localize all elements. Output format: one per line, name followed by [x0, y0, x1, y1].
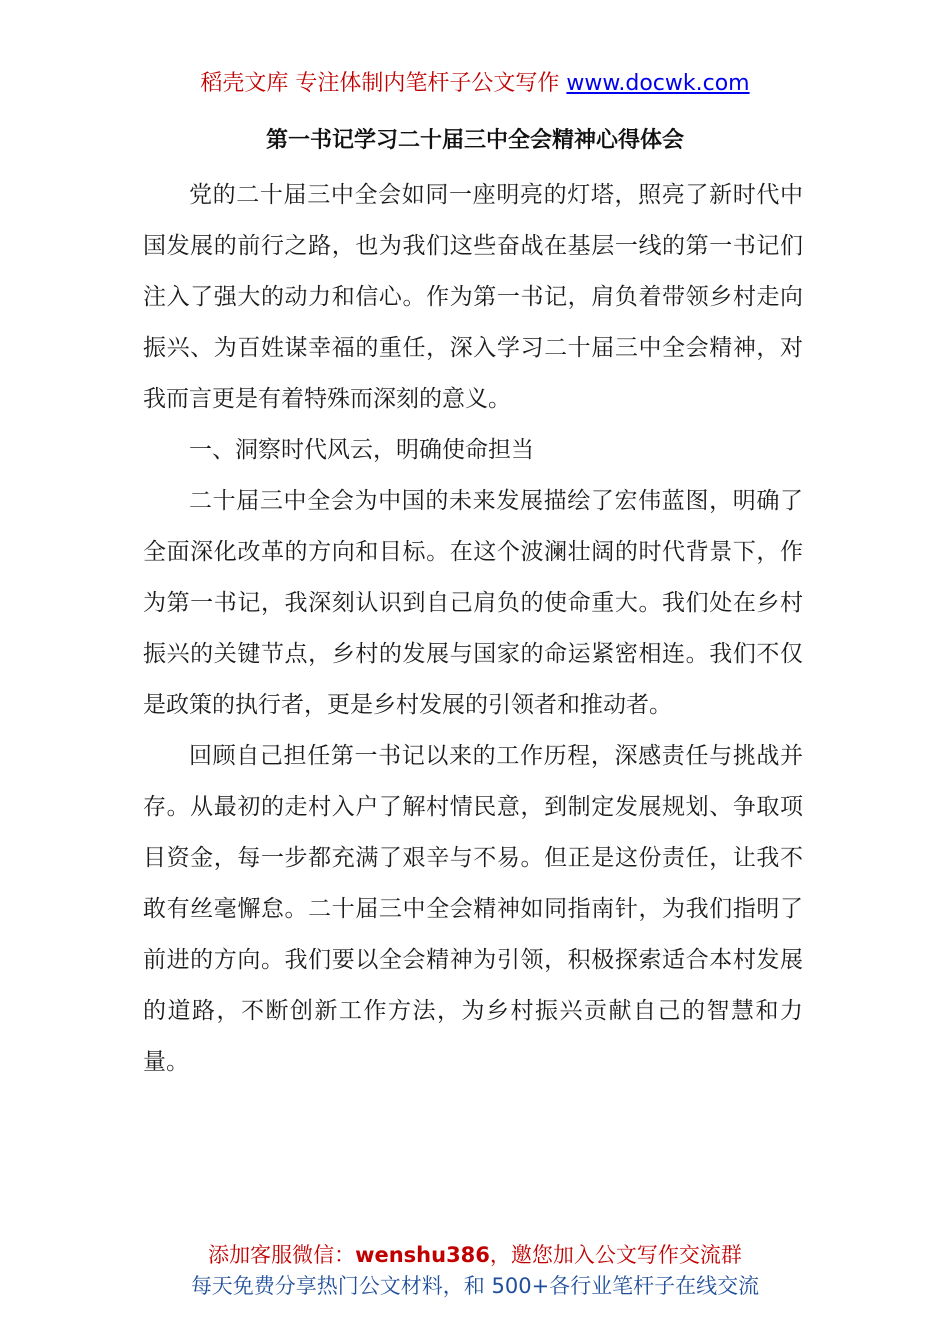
paragraph-section-1: 二十届三中全会为中国的未来发展描绘了宏伟蓝图，明确了全面深化改革的方向和目标。在这个波澜壮阔的时代背景下，作为第一书记，我深刻认识到自己肩负的使命重大。我们处在乡村振兴的关键节点，乡村的发展与国家的命运紧密相连。我们不仅是政策的执行者，更是乡村发展的引领者和推动者。	[143, 488, 803, 718]
document-title: 第一书记学习二十届三中全会精神心得体会	[265, 128, 684, 153]
paragraph-review: 回顾自己担任第一书记以来的工作历程，深感责任与挑战并存。从最初的走村入户了解村情民意，到制定发展规划、争取项目资金，每一步都充满了艰辛与不易。但正是这份责任，让我不敢有丝毫懈怠。二十届三中全会精神如同指南针，为我们指明了前进的方向。我们要以全会精神为引领，积极探索适合本村发展的道路，不断创新工作方法，为乡村振兴贡献自己的智慧和力量。	[143, 743, 803, 1075]
document-body	[143, 170, 803, 1088]
promo-line-wechat	[0, 1240, 950, 1271]
promo-line-share: 每天免费分享热门公文材料，和 500+各行业笔杆子在线交流	[190, 1274, 760, 1298]
wechat-id: wenshu386	[355, 1243, 490, 1267]
promo-footer	[0, 1240, 950, 1302]
section-heading-1: 一、洞察时代风云，明确使命担当	[189, 437, 534, 463]
site-slogan: 稻壳文库 专注体制内笔杆子公文写作	[200, 71, 567, 96]
site-header	[0, 68, 950, 100]
site-url-link[interactable]: www.docwk.com	[566, 71, 750, 96]
promo-prefix: 添加客服微信：	[208, 1243, 356, 1267]
promo-suffix: ，邀您加入公文写作交流群	[489, 1243, 742, 1267]
paragraph-intro: 党的二十届三中全会如同一座明亮的灯塔，照亮了新时代中国发展的前行之路，也为我们这些奋战在基层一线的第一书记们注入了强大的动力和信心。作为第一书记，肩负着带领乡村走向振兴、为百姓谋幸福的重任，深入学习二十届三中全会精神，对我而言更是有着特殊而深刻的意义。	[143, 182, 803, 412]
